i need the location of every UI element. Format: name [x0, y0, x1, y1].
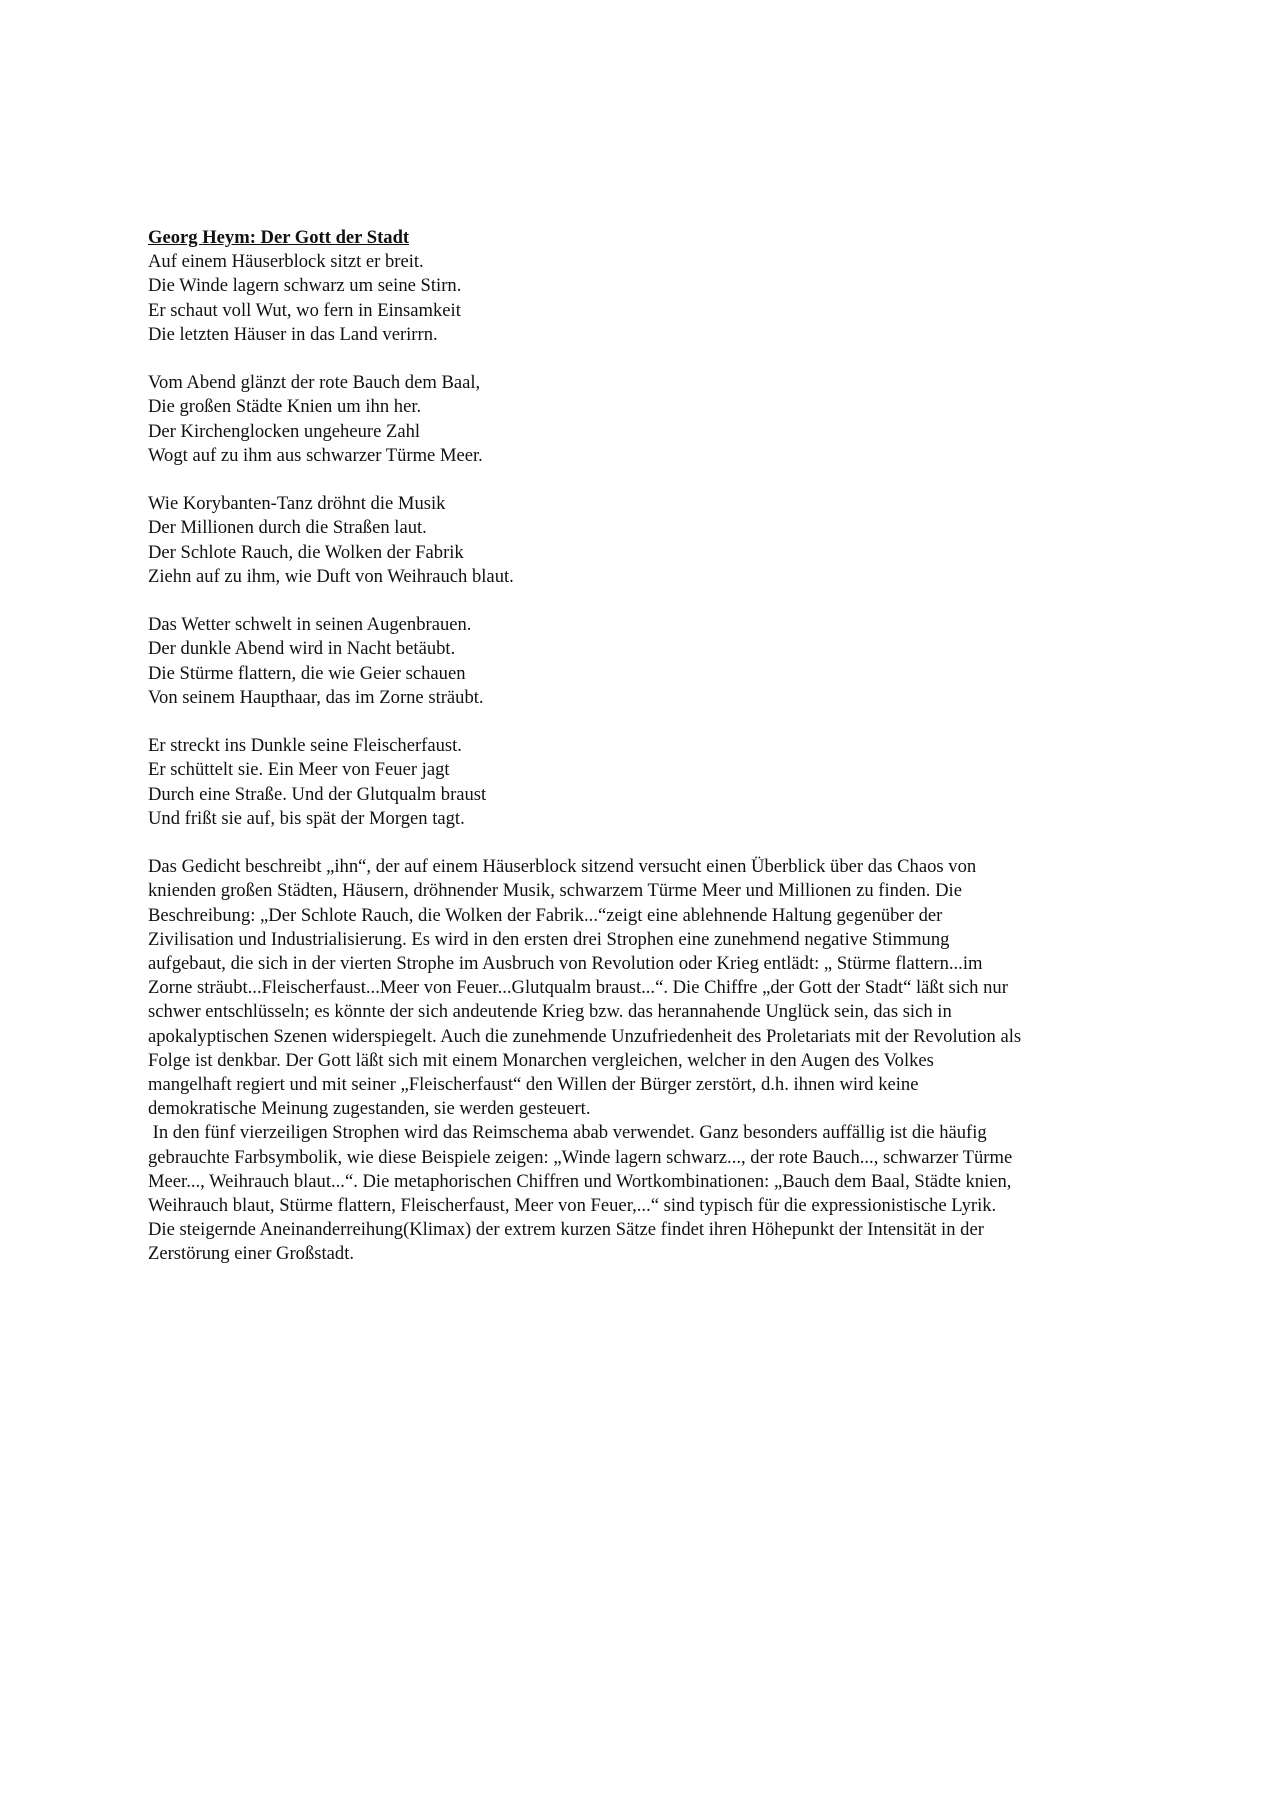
poem-stanza-4 [148, 613, 1148, 710]
analysis-line: In den fünf vierzeiligen Strophen wird das Reimschema abab verwendet. Ganz besonders auffällig ist die häufig [148, 1122, 987, 1144]
poem-line: Er schaut voll Wut, wo fern in Einsamkeit [148, 299, 461, 321]
analysis-line: demokratische Meinung zugestanden, sie werden gesteuert. [148, 1098, 591, 1120]
poem-line: Er schüttelt sie. Ein Meer von Feuer jagt [148, 759, 450, 781]
poem-stanza-1 [148, 250, 1148, 347]
poem-line: Wogt auf zu ihm aus schwarzer Türme Meer. [148, 444, 483, 466]
analysis-line: aufgebaut, die sich in der vierten Strophe im Ausbruch von Revolution oder Krieg entlädt: „ Stürme flattern...im [148, 953, 983, 975]
poem-line: Er streckt ins Dunkle seine Fleischerfaust. [148, 735, 462, 757]
analysis-line: Meer..., Weihrauch blaut...“. Die metaphorischen Chiffren und Wortkombinationen: „Bauch dem Baal, Städte knien, [148, 1170, 1012, 1192]
analysis-line: Folge ist denkbar. Der Gott läßt sich mit einem Monarchen vergleichen, welcher in den Augen des Volkes [148, 1049, 934, 1071]
analysis-line: Weihrauch blaut, Stürme flattern, Fleischerfaust, Meer von Feuer,...“ sind typisch für die expressionistische Lyrik. [148, 1195, 997, 1217]
analysis-line: Das Gedicht beschreibt „ihn“, der auf einem Häuserblock sitzend versucht einen Überblick über das Chaos von [148, 856, 977, 878]
analysis-line: Die steigernde Aneinanderreihung(Klimax) der extrem kurzen Sätze findet ihren Höhepunkt der Intensität in der [148, 1219, 984, 1241]
poem-stanza-3 [148, 492, 1148, 589]
poem-line: Ziehn auf zu ihm, wie Duft von Weihrauch blaut. [148, 565, 514, 587]
poem-line: Die Stürme flattern, die wie Geier schauen [148, 662, 466, 684]
poem-title: Georg Heym: Der Gott der Stadt [148, 227, 410, 248]
analysis-text [148, 855, 1148, 1266]
poem-line: Der Millionen durch die Straßen laut. [148, 517, 427, 539]
analysis-line: schwer entschlüsseln; es könnte der sich andeutende Krieg bzw. das herannahende Unglück sein, das sich in [148, 1001, 952, 1023]
analysis-line: knienden großen Städten, Häusern, dröhnender Musik, schwarzem Türme Meer und Millionen zu finden. Die [148, 880, 962, 902]
poem-line: Die Winde lagern schwarz um seine Stirn. [148, 275, 462, 297]
analysis-line: Zivilisation und Industrialisierung. Es wird in den ersten drei Strophen eine zunehmend negative Stimmung [148, 928, 950, 950]
poem-line: Der dunkle Abend wird in Nacht betäubt. [148, 638, 456, 660]
poem-line: Wie Korybanten-Tanz dröhnt die Musik [148, 493, 446, 515]
analysis-line: Beschreibung: „Der Schlote Rauch, die Wolken der Fabrik...“zeigt eine ablehnende Haltung gegenüber der [148, 904, 943, 926]
poem-line: Und frißt sie auf, bis spät der Morgen tagt. [148, 807, 465, 829]
poem-line: Von seinem Haupthaar, das im Zorne sträubt. [148, 686, 484, 708]
poem-stanza-5 [148, 734, 1148, 831]
analysis-line: Zorne sträubt...Fleischerfaust...Meer von Feuer...Glutqualm braust...“. Die Chiffre „der Gott der Stadt“ läßt sich nur [148, 977, 1008, 999]
poem-stanza-2 [148, 371, 1148, 468]
poem-line: Durch eine Straße. Und der Glutqualm braust [148, 783, 487, 805]
poem-line: Das Wetter schwelt in seinen Augenbrauen. [148, 614, 472, 636]
poem-line: Die letzten Häuser in das Land verirrn. [148, 323, 438, 345]
document-content [148, 226, 1148, 1267]
poem-line: Der Schlote Rauch, die Wolken der Fabrik [148, 541, 464, 563]
poem-line: Der Kirchenglocken ungeheure Zahl [148, 420, 421, 442]
poem-line: Auf einem Häuserblock sitzt er breit. [148, 251, 424, 273]
analysis-line: Zerstörung einer Großstadt. [148, 1243, 355, 1265]
analysis-line: gebrauchte Farbsymbolik, wie diese Beispiele zeigen: „Winde lagern schwarz..., der rote Bauch..., schwarzer Türme [148, 1146, 1013, 1168]
poem-line: Vom Abend glänzt der rote Bauch dem Baal, [148, 372, 481, 394]
analysis-line: mangelhaft regiert und mit seiner „Fleischerfaust“ den Willen der Bürger zerstört, d.h. ihnen wird keine [148, 1074, 919, 1096]
poem-line: Die großen Städte Knien um ihn her. [148, 396, 422, 418]
analysis-line: apokalyptischen Szenen widerspiegelt. Auch die zunehmende Unzufriedenheit des Proletariats mit der Revolution als [148, 1025, 1022, 1047]
